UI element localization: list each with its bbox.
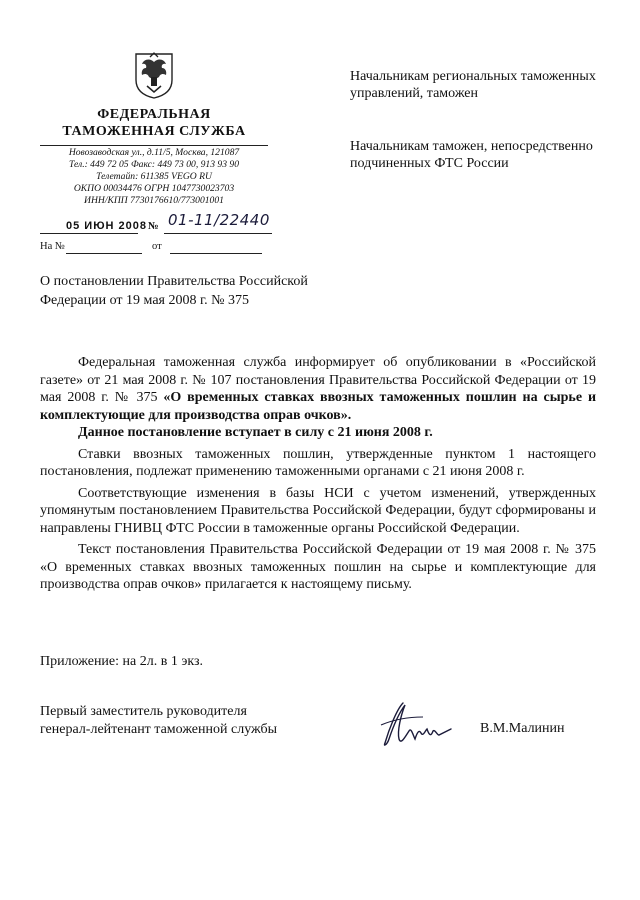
- double-headed-eagle-icon: [133, 50, 175, 100]
- registration-row: [40, 211, 280, 236]
- telex-line: Телетайп: 611385 VEGO RU: [96, 171, 212, 182]
- reference-row: [40, 240, 280, 256]
- signatory-position-line2: генерал-лейтенант таможенной службы: [40, 722, 278, 737]
- addressee-1: Начальникам региональных таможенных управлений, таможен: [350, 69, 596, 101]
- letter-subject: О постановлении Правительства Российской Федерации от 19 мая 2008 г. № 375: [40, 274, 308, 308]
- phones-line: Тел.: 449 72 05 Факс: 449 73 00, 913 93 90: [69, 159, 239, 170]
- reference-date-label: от: [152, 241, 162, 252]
- number-label: №: [148, 221, 159, 232]
- reference-date-blank: [170, 253, 262, 254]
- handwritten-signature: [375, 695, 455, 755]
- signatory-position: [40, 703, 340, 739]
- registration-number: 01-11/22440: [168, 211, 270, 229]
- okpo-line: ОКПО 00034476 ОГРН 1047730023703: [73, 183, 235, 194]
- signatory-name: В.М.Малинин: [480, 721, 565, 736]
- reference-number-label: На №: [40, 241, 65, 252]
- letter-body: [40, 354, 596, 594]
- body-paragraph-5: Текст постановления Правительства Российской Федерации от 19 мая 2008 г. № 375 «О временных ставках ввозных таможенных пошлин на сырье и комплектующие для производства оправ очков» прилагается к настоящему письму.: [40, 542, 596, 592]
- number-underline: [164, 233, 272, 234]
- org-title: [40, 106, 268, 140]
- address-line: Новозаводская ул., д.11/5, Москва, 121087: [68, 147, 240, 158]
- state-emblem-icon: [133, 50, 175, 100]
- letterhead-divider: [40, 145, 268, 146]
- org-title-line1: ФЕДЕРАЛЬНАЯ: [97, 107, 211, 122]
- reference-number-blank: [66, 253, 142, 254]
- date-underline: [40, 233, 138, 234]
- decree-title: «О временных ставках ввозных таможенных пошлин на сырье и комплектующие для производства оправ очков».: [40, 390, 597, 423]
- body-paragraph-1: [40, 354, 596, 424]
- attachment-note: Приложение: на 2л. в 1 экз.: [40, 654, 203, 669]
- registration-date: 05 ИЮН 2008: [66, 220, 148, 232]
- signatory-position-line1: Первый заместитель руководителя: [40, 704, 247, 719]
- body-paragraph-2: Данное постановление вступает в силу с 21 июня 2008 г.: [78, 425, 433, 440]
- body-paragraph-3: Ставки ввозных таможенных пошлин, утвержденные пунктом 1 настоящего постановления, подлежат применению таможенными органами с 21 июня 2008 г.: [40, 446, 596, 479]
- addressee-2: Начальникам таможен, непосредственно подчиненных ФТС России: [350, 139, 593, 171]
- org-title-line2: ТАМОЖЕННАЯ СЛУЖБА: [62, 124, 246, 139]
- letterhead-contacts: [40, 147, 268, 207]
- body-paragraph-4: Соответствующие изменения в базы НСИ с учетом изменений, утвержденных упомянутым постановлением Правительства Российской Федерации, будут сформированы и направлены ГНИВЦ ФТС России в таможенные органы Российской Федерации.: [40, 485, 596, 536]
- inn-line: ИНН/КПП 7730176610/773001001: [84, 195, 224, 206]
- body-paragraph-1-text: Федеральная таможенная служба информирует об опубликовании в «Российской газете» от 21 мая 2008 г. № 107 постановления Правительства Российской Федерации от 19 мая 2008 г. № 375: [40, 355, 596, 405]
